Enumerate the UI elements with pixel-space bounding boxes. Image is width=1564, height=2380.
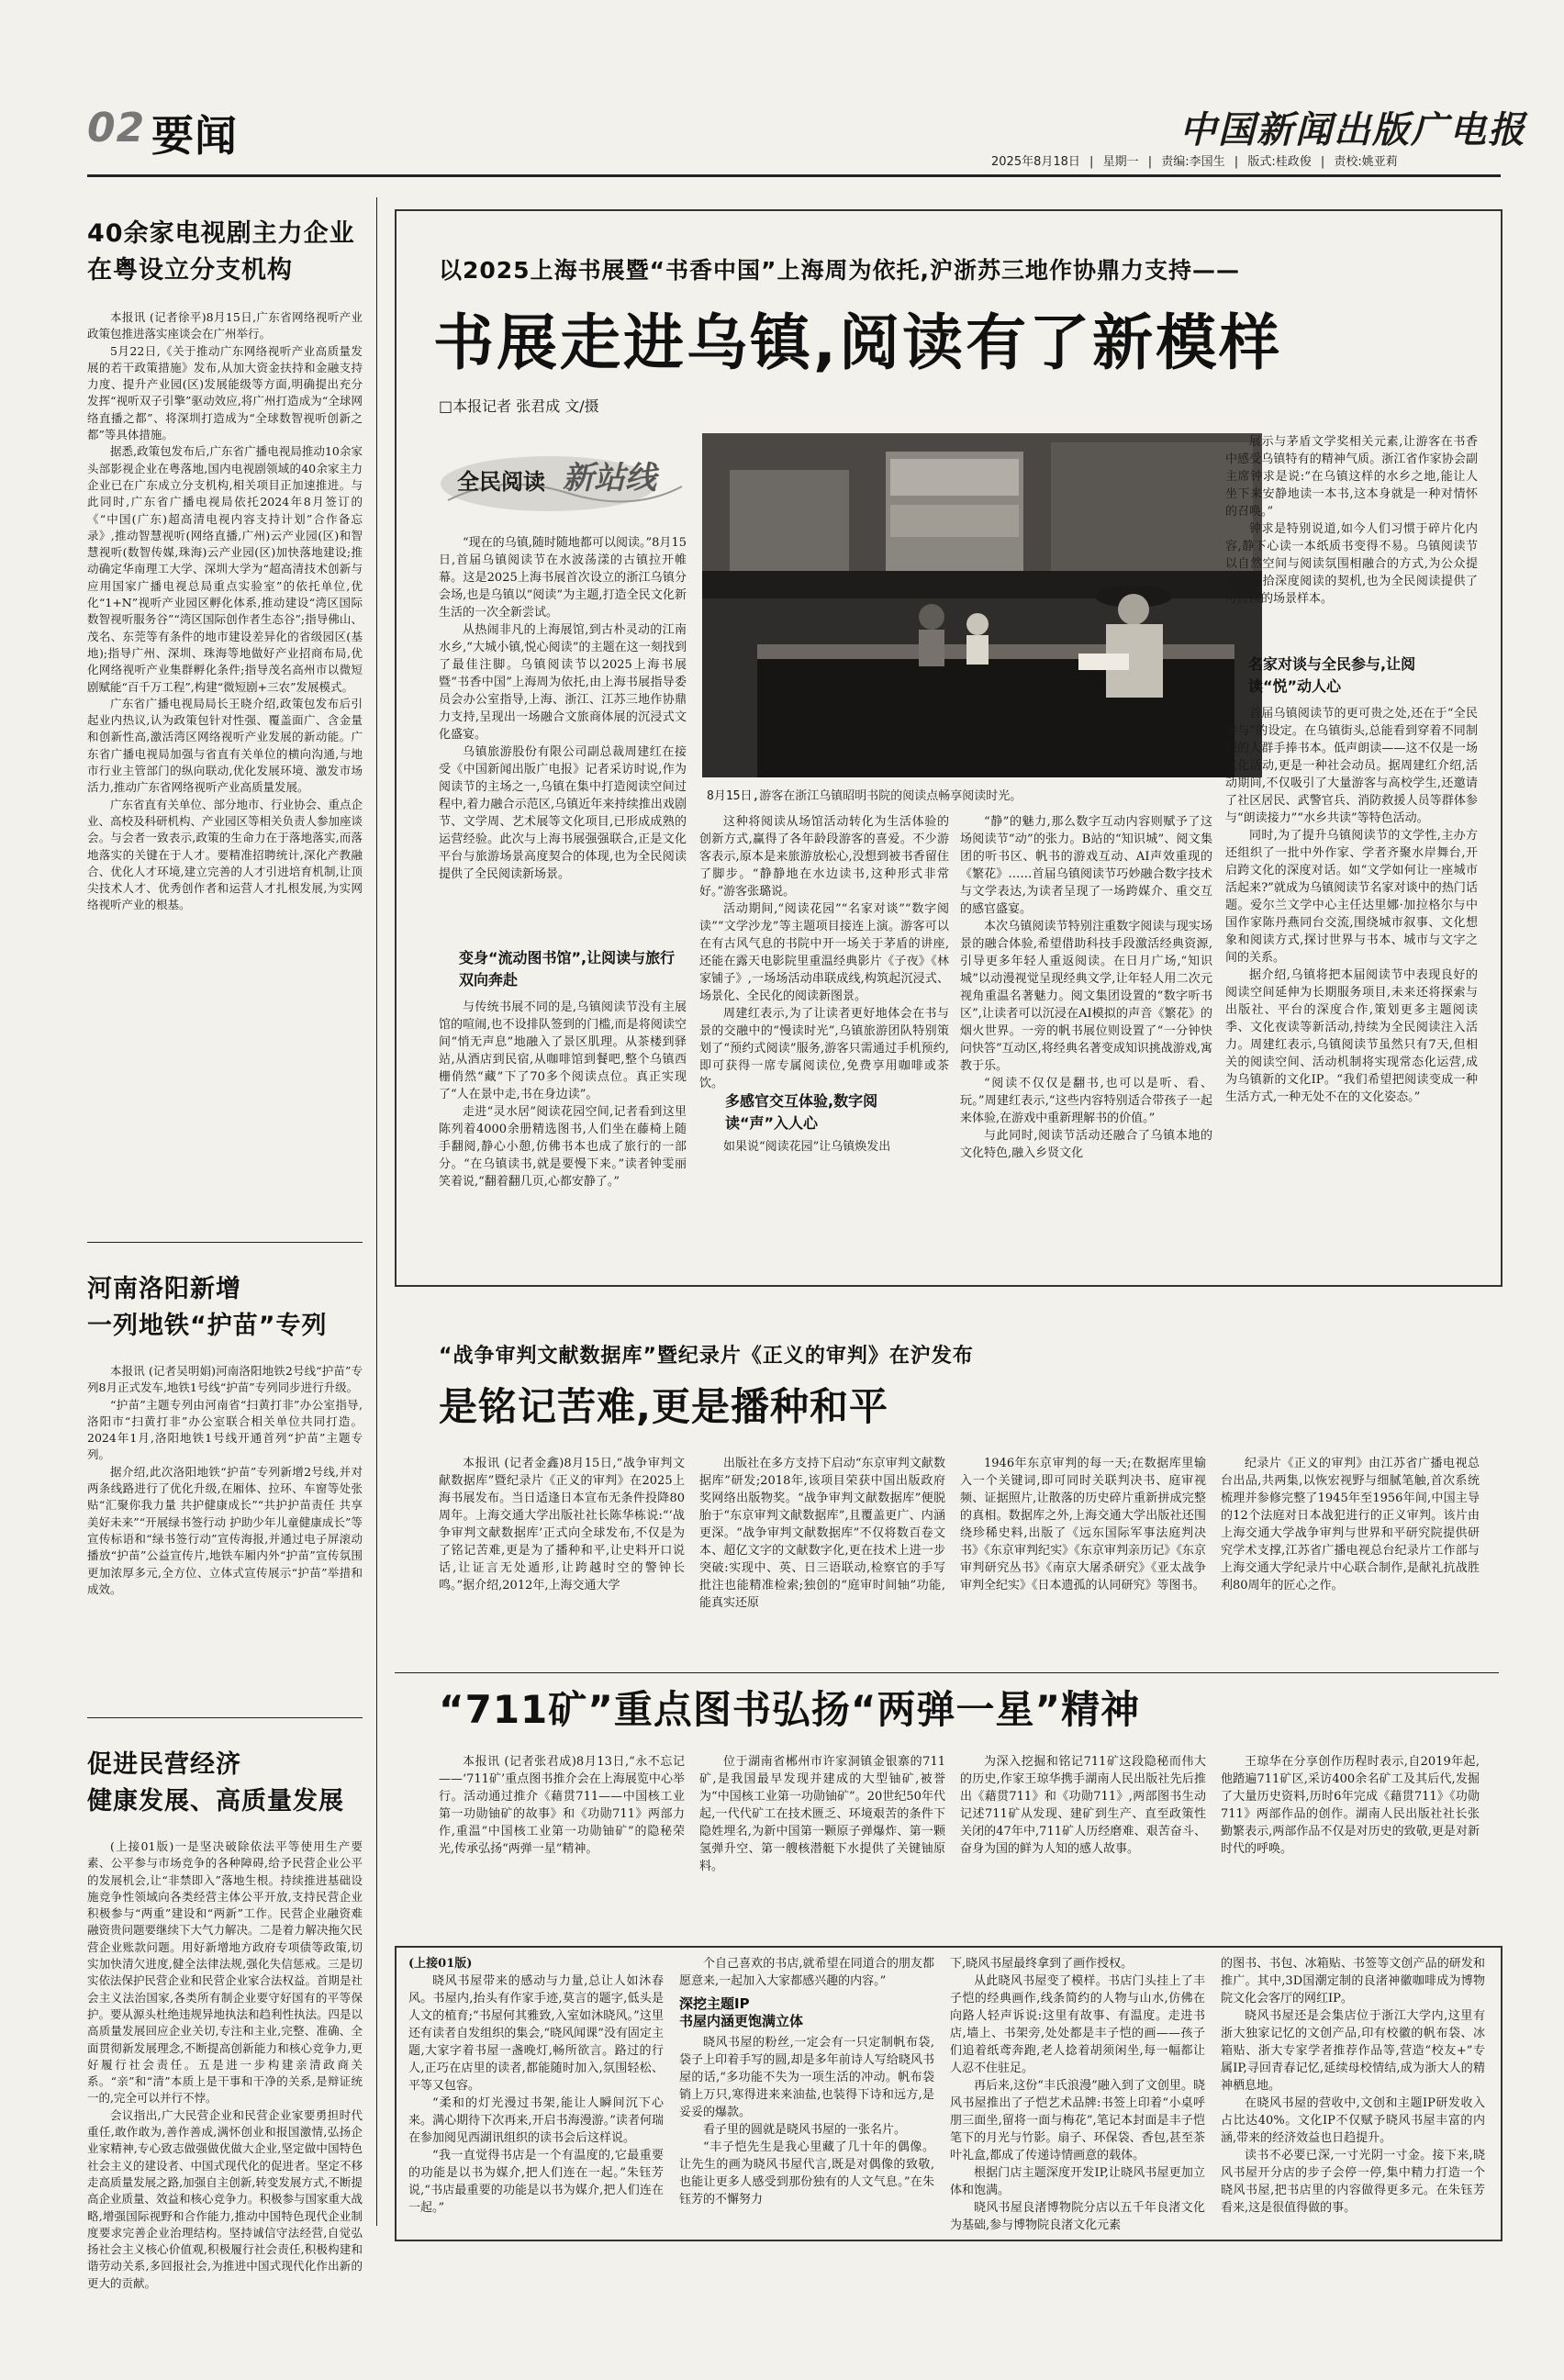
paragraph: (上接01版)一是坚决破除依法平等使用生产要素、公平参与市场竞争的各种障碍,给予民营企业公平的发展机会,让“非禁即入”落地生根。持续推进基础设施竞争性领域向各类经营主体公平开放,支持民营企业积极参与“两重”建设和“两新”工作。民营企业融资难融资贵问题要继续下大气力解决。二是着力解决拖欠民营企业账款问题。用好新增地方政府专项债等政策,切实加快清欠进度,健全法律法规,强化失信惩戒。三是切实依法保护民营企业和民营企业家合法权益。首期是社会主义法治国家,各类所有制企业要守好国有的平等保护。要从源头杜绝违规异地执法和趋利性执法。四是以高质量发展回应企业关切,专注和主业,完整、准确、全面贯彻新发展理念,不断提高创新能力和核心竞争力,更好履行社会责任。五是进一步构建亲清政商关系。“亲”和“清”本质上是干事和干净的关系,是辩证统一的,完全可以并行不悖。 <box>87 1839 363 2106</box>
reading-scene-image <box>702 433 1262 777</box>
masthead <box>87 99 1526 173</box>
paragraph: “阅读不仅仅是翻书,也可以是听、看、玩。”周建红表示,“这些内容特别适合带孩子一起来体验,在游戏中重新理解书的价值。” <box>960 1077 1212 1125</box>
article-body <box>87 309 363 1236</box>
title-line: 40余家电视剧主力企业 <box>87 219 355 248</box>
column-badge <box>439 436 687 523</box>
paragraph: 根据门店主题深度开发IP,让晓风书屋更加立体和饱满。 <box>950 2166 1205 2197</box>
paragraph: “我一直觉得书店是一个有温度的,它最重要的功能是以书为媒介,把人们连在一起。”朱钰芳说,“书店最重要的功能是以书为媒介,把人们连在一起。” <box>408 2149 664 2215</box>
story-column <box>960 1753 1206 1937</box>
section-title: 要闻 <box>151 111 238 161</box>
article-title <box>87 1271 363 1345</box>
paragraph: 据介绍,乌镇将把本届阅读节中表现良好的阅读空间延伸为长期服务项目,未来还将探索与出版社、平台的深度合作,策划更多主题阅读季、文化夜读等新活动,持续为全民阅读注入活力。周建红表示,乌镇阅读节虽然只有7天,但相关的阅读空间、活动机制将实现常态化运营,成为乌镇新的文化IP。“我们希望把阅读变成一种生活方式,一种无处不在的文化姿态。” <box>1225 968 1478 1104</box>
paragraph: 个自己喜欢的书店,就希望在同道合的朋友都愿意来,一起加入大家都感兴趣的内容。” <box>679 1957 934 1988</box>
paragraph: 广东省直有关单位、部分地市、行业协会、重点企业、高校及科研机构、产业园区等相关负责人参加座谈会。与会者一致表示,政策的生命力在于落地落实,而落地落实的关键在于人才。要精准招聘统计,深化产教融合、优化人才环境,建立完善的人才引进培育机制,让顶尖技术人才、优秀创作者和运营人才扎根发展,为实网络视听产业的根基。 <box>87 797 363 912</box>
article-title <box>87 216 363 289</box>
paragraph: 展示与茅盾文学奖相关元素,让游客在书香中感受乌镇特有的精神气质。浙江省作家协会副主席钟求是说:“在乌镇这样的水乡之地,能让人坐下来安静地读一本书,这本身就是一种对情怀的召唤。” <box>1225 435 1478 519</box>
headline: “711矿”重点图书弘扬“两弹一星”精神 <box>439 1687 1141 1732</box>
paragraph: 纪录片《正义的审判》由江苏省广播电视总台出品,共两集,以恢宏视野与细腻笔触,首次系统梳理并参修完整了1945年至1956年间,中国主导的12个法庭对日本战犯进行的正义审判。该片由上海交通大学战争审判与世界和平研究院提供研究学术支撑,江苏省广播电视总台纪录片工作部与上海交通大学纪录片中心联合制作,是献礼抗战胜利80周年的匠心之作。 <box>1221 1457 1480 1592</box>
paragraph: 晓风书屋还是会集店位于浙江大学内,这里有浙大独家记忆的文创产品,印有校徽的帆布袋、冰箱贴、浙大专家学者推荐作品等,营造“校友+”专属IP,寻回青春记忆,延续母校情结,成为浙大人的精神栖息地。 <box>1221 2009 1485 2093</box>
story-column <box>1225 705 1478 1265</box>
paragraph: 王琼华在分享创作历程时表示,自2019年起,他踏遍711矿区,采访400余名矿工及其后代,发掘了大量历史资料,历时6年完成《藉贯711》《功勋711》两部作品的创作。湖南人民出版社社长张勤繁表示,两部作品不仅是对历史的致敬,更是对新时代的呼唤。 <box>1221 1755 1480 1856</box>
paragraph: 首届乌镇阅读节的更可贵之处,还在于“全民参与”的设定。在乌镇街头,总能看到穿着不同制服的人群手捧书本。低声朗读——这不仅是一场文化活动,更是一种社会动员。据周建红介绍,活动期间,不仅吸引了大量游客与高校学生,还邀请了社区居民、武警官兵、消防救援人员等群体参与“朗读接力”“水乡共读”等特色活动。 <box>1225 707 1478 825</box>
paragraph: 本报讯 (记者张君成)8月13日,“永不忘记——‘711矿’重点图书推介会在上海展览中心举行。活动通过推介《藉贯711——中国核工业第一功勋铀矿的故事》和《功勋711》两部力作,重温“中国核工业第一功勋铀矿”的隐秘荣光,传承弘扬“两弹一星”精神。 <box>439 1755 685 1856</box>
kicker: 以2025上海书展暨“书香中国”上海周为依托,沪浙苏三地作协鼎力支持—— <box>439 257 1240 284</box>
paragraph: 出版社在多方支持下启动“东京审判文献数据库”研发;2018年,该项目荣获中国出版政府奖网络出版物奖。“战争审判文献数据库”便脱胎于“东京审判文献数据库”,且覆盖更广、内涵更深。“战争审判文献数据库”不仅将数百卷文本、超亿文字的文献数字化,更在技术上进一步突破:实现中、英、日三语联动,检察官的手写批注也能精准检索;独创的“庭审时间轴”功能,能真实还原 <box>699 1457 945 1610</box>
story-column <box>699 1455 945 1668</box>
headline: 书展走进乌镇,阅读有了新模样 <box>433 307 1283 378</box>
story-column <box>699 1138 949 1267</box>
page-number: 02 <box>87 105 146 151</box>
story-column <box>950 1955 1205 2230</box>
column-rule <box>376 197 377 2226</box>
headline: 是铭记苦难,更是播种和平 <box>439 1384 888 1429</box>
divider <box>395 1672 1499 1673</box>
masthead-rule <box>87 174 1501 177</box>
title-line: 促进民营经济 <box>87 1750 241 1779</box>
paragraph: 本次乌镇阅读节特别注重数字阅读与现实场景的融合体验,希望借助科技手段激活经典资源,引导更多年轻人重返阅读。在日月广场,“知识城”以动漫视觉呈现经典文学,让年轻人用二次元视角重温名著魅力。阅文集团设置的“数字听书区”,让读者可以沉浸在AI模拟的声音《繁花》的烟火世界。一旁的帆书展位则设置了“一分钟快问快答”互动区,将经典名著变成知识挑战游戏,寓教于乐。 <box>960 920 1212 1073</box>
title-line: 一列地铁“护苗”专列 <box>87 1312 328 1340</box>
story-column <box>679 1955 934 2230</box>
paragraph: 本报讯 (记者徐平)8月15日,广东省网络视听产业政策包推进落实座谈会在广州举行。 <box>87 310 363 341</box>
byline: □本报记者 张君成 文/摄 <box>439 397 599 415</box>
paragraph: 在晓风书屋的营收中,文创和主题IP研发收入占比达40%。文化IP不仅赋予晓风书屋丰富的内涵,带来的经济效益也日趋提升。 <box>1221 2096 1485 2145</box>
paragraph: 1946年东京审判的每一天;在数据库里输入一个关键词,即可同时关联判决书、庭审视频、证据照片,让散落的历史碎片重新拼成完整的真相。数据库之外,上海交通大学出版社还围绕珍稀史料,出版了《远东国际军事法庭判决书》《东京审判纪实》《东京审判亲历记》《东京审判研究丛书》《南京大屠杀研究》《亚太战争审判全纪实》《日本遗孤的认同研究》等图书。 <box>960 1457 1206 1592</box>
title-line: 健康发展、高质量发展 <box>87 1787 344 1816</box>
paragraph: 下,晓风书屋最终拿到了画作授权。 <box>950 1957 1134 1971</box>
masthead-info: 2025年8月18日 | 星期一 | 责编:李国生 | 版式:桂政俊 | 责校:姚亚莉 <box>991 155 1398 169</box>
paragraph: 与传统书展不同的是,乌镇阅读节没有主展馆的喧闹,也不设排队签到的门槛,而是将阅读空间“悄无声息”地融入了景区肌理。从茶楼到驿站,从酒店到民宿,从咖啡馆到餐吧,整个乌镇西栅俏然“藏”下了70多个阅读点位。真正实现了“人在景中走,书在身边读”。 <box>439 1000 687 1101</box>
subheading: 多感官交互体验,数字阅读“声”入人心 <box>725 1092 878 1132</box>
story-column <box>1221 1955 1485 2230</box>
article-body <box>87 1838 363 2380</box>
paragraph: (上接01版) <box>408 1957 473 1971</box>
subheading: 变身“流动图书馆”,让阅读与旅行双向奔赴 <box>459 949 676 989</box>
story-column <box>439 999 687 1265</box>
paragraph: 会议指出,广大民营企业和民营企业家要勇担时代重任,敢作敢为,善作善成,满怀创业和报国激情,弘扬企业家精神,专心致志做强做优做大企业,坚定做中国特色社会主义的建设者、中国式现代化的促进者。坚定不移走高质量发展之路,加强自主创新,转变发展方式,不断提高企业质量、效益和核心竞争力。积极参与国家重大战略,增强国际视野和合作能力,推动中国特色现代企业制度要求完善企业治理结构。坚持诚信守法经营,自觉弘扬社会主义核心价值观,积极履行社会责任,积极构建和谐劳动关系,多回报社会,为推进中国式现代化作出新的更大的贡献。 <box>87 2107 363 2290</box>
story-column <box>439 1753 685 1937</box>
paragraph: 广东省广播电视局局长王晓介绍,政策包发布后引起业内热议,认为政策包针对性强、覆盖面广、含金量和创新性高,激活湾区网络视听产业发展的新动能。广东省广播电视局加强与省直有关单位的横向沟通,与地市行业主管部门的纵向联动,优化发展环境、激发市场活力,推动广东省网络视听产业高质量发展。 <box>87 696 363 795</box>
paragraph: 晓风书屋良渚博物院分店以五千年良渚文化为基础,参与博物院良渚文化元素 <box>950 2201 1205 2232</box>
story-column <box>699 813 949 1090</box>
layout-label: 版式:桂政俊 <box>1247 155 1312 169</box>
badge-text: 全民阅读 <box>457 469 545 495</box>
divider <box>87 1717 363 1718</box>
story-column <box>699 1753 945 1937</box>
badge-script: 新站线 <box>563 460 656 497</box>
story-column <box>1225 433 1478 646</box>
left-column <box>87 197 363 2290</box>
paragraph: “柔和的灯光漫过书架,能让人瞬间沉下心来。满心期待下次再来,开启书海漫游。”读者何瑞在参加阅见西湖讯组织的读书会后这样说。 <box>408 2096 664 2145</box>
paper-name: 中国新闻出版广电报 <box>1179 108 1526 151</box>
paragraph: 这种将阅读从场馆活动转化为生活体验的创新方式,赢得了各年龄段游客的喜爱。不少游客表示,原本是来旅游放松心,没想到被书香留住了脚步。“静静地在水边读书,这种形式非常好。”游客张璐说。 <box>699 815 949 899</box>
story-column <box>960 1455 1206 1668</box>
paragraph: 如果说“阅读花园”让乌镇焕发出 <box>723 1140 891 1154</box>
story-column <box>439 534 687 938</box>
paragraph: “丰子恺先生是我心里藏了几十年的偶像。让先生的画为晓风书屋代言,既是对偶像的致敬,也能让更多人感受到那份独有的人文气息。”在朱钰芳的不懈努力 <box>679 2140 934 2207</box>
paragraph: 周建红表示,为了让读者更好地体会在书与景的交融中的“慢读时光”,乌镇旅游团队特别策划了“预约式阅读”服务,游客只需通过手机预约,即可获得一席专属阅读位,免费享用咖啡或茶饮。 <box>699 1007 949 1090</box>
paragraph: “静”的魅力,那么数字互动内容则赋予了这场阅读节“动”的张力。B站的“知识城”、阅文集团的听书区、帆书的游戏互动、AI声效重现的《繁花》……首届乌镇阅读节巧妙融合数字技术与文学表达,为读者呈现了一场跨媒介、重交互的感官盛宴。 <box>960 815 1212 916</box>
paragraph: 据介绍,此次洛阳地铁“护苗”专列新增2号线,并对两条线路进行了优化升级,在厢体、拉环、车窗等处张贴“汇聚你我力量 共护健康成长”“共护护苗责任 共享美好未来”“开展绿书签行动 护助少年儿童健康成长”等宣传标语和“绿书签行动”宣传海报,并通过电子屏滚动播放“护苗”公益宣传片,地铁车厢内外“护苗”宣传氛围更加浓厚多元,全方位、立体式宣传展示“护苗”举措和成效。 <box>87 1464 363 1596</box>
paragraph: 活动期间,“阅读花园”“名家对谈”“数字阅读”“文学沙龙”等主题项目接连上演。游客可以在有古风气息的书院中开一场关于茅盾的讲座,还能在露天电影院里重温经典影片《子夜》《林家铺子》,一场场活动串联成线,构筑起沉浸式、场景化、全民化的阅读新图景。 <box>699 902 949 1003</box>
paragraph: 从热闹非凡的上海展馆,到古朴灵动的江南水乡,“大城小镇,悦心阅读”的主题在这一刻找到了最佳注脚。乌镇阅读节以2025上海书展暨“书香中国”上海周为依托,由上海书展指导委员会办公室指导,上海、浙江、江苏三地作协鼎力支持,呈现出一场融合文旅商体展的沉浸式文化盛宴。 <box>439 623 687 742</box>
story-column <box>408 1955 664 2230</box>
feature-photo <box>702 433 1262 777</box>
photo-caption: 8月15日,游客在浙江乌镇昭明书院的阅读点畅享阅读时光。 <box>707 789 1022 803</box>
paragraph: 的图书、书包、冰箱贴、书签等文创产品的研发和推广。其中,3D国潮定制的良渚神徽咖啡成为博物院文化会客厅的网红IP。 <box>1221 1957 1485 2006</box>
subheading: 书屋内涵更饱满立体 <box>679 2013 804 2029</box>
paragraph: 钟求是特别说道,如今人们习惯于碎片化内容,静下心读一本纸质书变得不易。乌镇阅读节以自然空间与阅读氛围相融合的方式,为公众提供了重拾深度阅读的契机,也为全民阅读提供了可持续的场景样本。 <box>1225 522 1478 606</box>
paragraph: 为深入挖掘和铭记711矿这段隐秘而伟大的历史,作家王琼华携手湖南人民出版社先后推出《藉贯711》和《功勋711》,两部图书生动记述711矿从发现、建矿到生产、直至政策性关闭的47年中,711矿人历经磨难、艰苦奋斗、奋身为国的鲜为人知的感人故事。 <box>960 1755 1206 1856</box>
paragraph: 与此同时,阅读节活动还融合了乌镇本地的文化特色,融入乡贤文化 <box>960 1129 1212 1160</box>
article-body <box>87 1363 363 1712</box>
divider <box>87 1242 363 1243</box>
editor-label: 责编:李国生 <box>1161 155 1225 169</box>
story-column <box>439 1455 685 1668</box>
story-column <box>1221 1753 1480 1937</box>
paragraph: 乌镇旅游股份有限公司副总裁周建红在接受《中国新闻出版广电报》记者采访时说,作为阅读节的主场之一,乌镇在集中打造阅读空间过程中,着力融合示范区,乌镇近年来持续推出戏剧节、文学周、艺术展等文化项目,已形成成熟的运营经验。此次与上海书展强强联合,正是文化平台与旅游场景高度契合的体现,也为全民阅读提供了全民阅读新场景。 <box>439 745 687 881</box>
story-column <box>1221 1455 1480 1668</box>
paragraph: 晓风书屋带来的感动与力量,总让人如沐春风。书屋内,抬头有作家手迹,莫言的题字,低头是人文的植育;“书屋何其雅致,入室如沐晓风。”这里还有读者自发组织的集会,“晓风闻课”没有固定主题,大家字着书屋一盏晚灯,畅所欲言。路过的行人,正巧在店里的读者,都能随时加入,氛围轻松、平等又包容。 <box>408 1974 664 2093</box>
paragraph: 据悉,政策包发布后,广东省广播电视局推动10余家头部影视企业在粤落地,国内电视剧领域的40余家主力企业已在广东成立分支机构,相关项目正加速推进。与此同时,广东省广播电视局依托2024年8月签订的《“中国(广东)超高清电视内容支持计划”合作备忘录》,推动智慧视听(网络直播,广州)云产业园(区)和智慧视听(数智传媒,珠海)云产业园(区)加快落地建设;推动确定华南理工大学、深圳大学为“超高清技术创新与应用国家广播电视总局重点实验室”的依托单位,优化“1+N”视听产业园区孵化体系,推动建设“湾区国际数智视听服务谷”“湾区国际创作者生态谷”;指导佛山、茂名、东莞等有条件的地市建设差异化的省级园区(基地);指导广州、深圳、珠海等地做好产业招商布局,优化网络视听产业集群孵化条件;指导茂名高州市以微短剧赋能“百千万工程”,构建“微短剧+三农”发展模式。 <box>87 444 363 694</box>
paragraph: 本报讯 (记者金鑫)8月15日,“战争审判文献数据库”暨纪录片《正义的审判》在2025上海书展发布。当日适逢日本宣布无条件投降80周年。上海交通大学出版社社长陈华栋说:“‘战争审判文献数据库’正式向全球发布,不仅是为了铭记苦难,更是为了播种和平,让史料开口说话,让证言无处遁形,让跨越时空的警钟长鸣。”据介绍,2012年,上海交通大学 <box>439 1457 685 1592</box>
paragraph: 同时,为了提升乌镇阅读节的文学性,主办方还组织了一批中外作家、学者齐聚水岸舞台,开启跨文化的深度对话。如“文学如何让一座城市活起来?”就成为乌镇阅读节名家对谈中的热门话题。爱尔兰文学中心主任达里娜·加拉格尔与中国作家陈丹燕同台交流,围绕城市叙事、文化想象和阅读方式,探讨世界与书本、城市与文字之间的关系。 <box>1225 829 1478 965</box>
paragraph: 从此晓风书屋变了模样。书店门头挂上了丰子恺的经典画作,线条简约的人物与山水,仿佛在向路人轻声诉说:这里有故事、有温度。走进书店,墙上、书架旁,处处都是丰子恺的画——孩子们追着纸鸢奔跑,老人捻着胡须闲坐,每一幅都让人忍不住驻足。 <box>950 1974 1205 2075</box>
weekday-label: 星期一 <box>1102 155 1139 169</box>
paragraph: “现在的乌镇,随时随地都可以阅读。”8月15日,首届乌镇阅读节在水波荡漾的古镇拉开帷幕。这是2025上海书展首次设立的浙江乌镇分会场,也是乌镇以“阅读”为主题,打造全民文化新生活的一次全新尝试。 <box>439 536 687 620</box>
article-title <box>87 1747 363 1820</box>
paragraph: 读书不必要已深,一寸光阴一寸金。接下来,晓风书屋开分店的步子会停一停,集中精力打造一个晓风书屋,把书店里的内容做得更多元。在朱钰芳看来,这是很值得做的事。 <box>1221 2149 1485 2215</box>
subheading: 名家对谈与全民参与,让阅读“悦”动人心 <box>1248 655 1416 695</box>
paragraph: 位于湖南省郴州市许家洞镇金银寨的711矿,是我国最早发现并建成的大型铀矿,被誉为“中国核工业第一功勋铀矿”。20世纪50年代起,一代代矿工在技术匮乏、环境艰苦的条件下隐姓埋名,为新中国第一颗原子弹爆炸、第一颗氢弹升空、第一艘核潜艇下水提供了关键铀原料。 <box>699 1755 945 1873</box>
paragraph: 本报讯 (记者吴明娟)河南洛阳地铁2号线“护苗”专列8月正式发车,地铁1号线“护苗”专列同步进行升级。 <box>87 1364 363 1395</box>
title-line: 河南洛阳新增 <box>87 1275 241 1303</box>
paragraph: 走进“灵水居”阅读花园空间,记者看到这里陈列着4000余册精选图书,人们坐在藤椅上随手翻阅,静心小憩,仿佛书本也成了旅行的一部分。“在乌镇读书,就是要慢下来。”读者钟雯丽笑着说,“翻着翻几页,心都安静了。” <box>439 1105 687 1189</box>
paragraph: 晓风书屋的粉丝,一定会有一只定制帆布袋,袋子上印着手写的圆,却是多年前诗人写给晓风书屋的话,“多功能不失为一项生活的冲动。帆布袋销上万只,寒得进来来油盐,也装得下诗和远方,是妥妥的爆款。 <box>679 2036 934 2119</box>
kicker: “战争审判文献数据库”暨纪录片《正义的审判》在沪发布 <box>439 1345 974 1368</box>
date-label: 2025年8月18日 <box>991 155 1080 169</box>
story-column <box>960 813 1212 1265</box>
paragraph: 再后来,这份“丰氏浪漫”融入到了文创里。晓风书屋推出了子恺艺术品牌:书签上印着“小桌呼朋三面坐,留将一面与梅花”,笔记本封面是丰子恺笔下的月光与竹影。扇子、环保袋、香包,甚至茶叶礼盒,都成了传递诗情画意的载体。 <box>950 2079 1205 2162</box>
title-line: 在粤设立分支机构 <box>87 256 293 285</box>
paragraph: 5月22日,《关于推动广东网络视听产业高质量发展的若干政策措施》发布,从加大资金扶持和金融支持力度、提升产业园(区)发展能级等方面,明确提出充分发挥“视听双子引擎”驱动效应,将广州打造成为“全球网络直播之都”、将深圳打造成为“全球数智视听创新之都”等具体措施。 <box>87 343 363 442</box>
subheading: 深挖主题IP <box>679 1995 750 2012</box>
paragraph: “护苗”主题专列由河南省“扫黄打非”办公室指导,洛阳市“扫黄打非”办公室联合相关单位共同打造。2024年1月,洛阳地铁1号线开通首列“护苗”主题专列。 <box>87 1397 363 1462</box>
proof-label: 责校:姚亚莉 <box>1334 155 1398 169</box>
paragraph: 看子里的圆就是晓风书屋的一张名片。 <box>703 2123 907 2137</box>
